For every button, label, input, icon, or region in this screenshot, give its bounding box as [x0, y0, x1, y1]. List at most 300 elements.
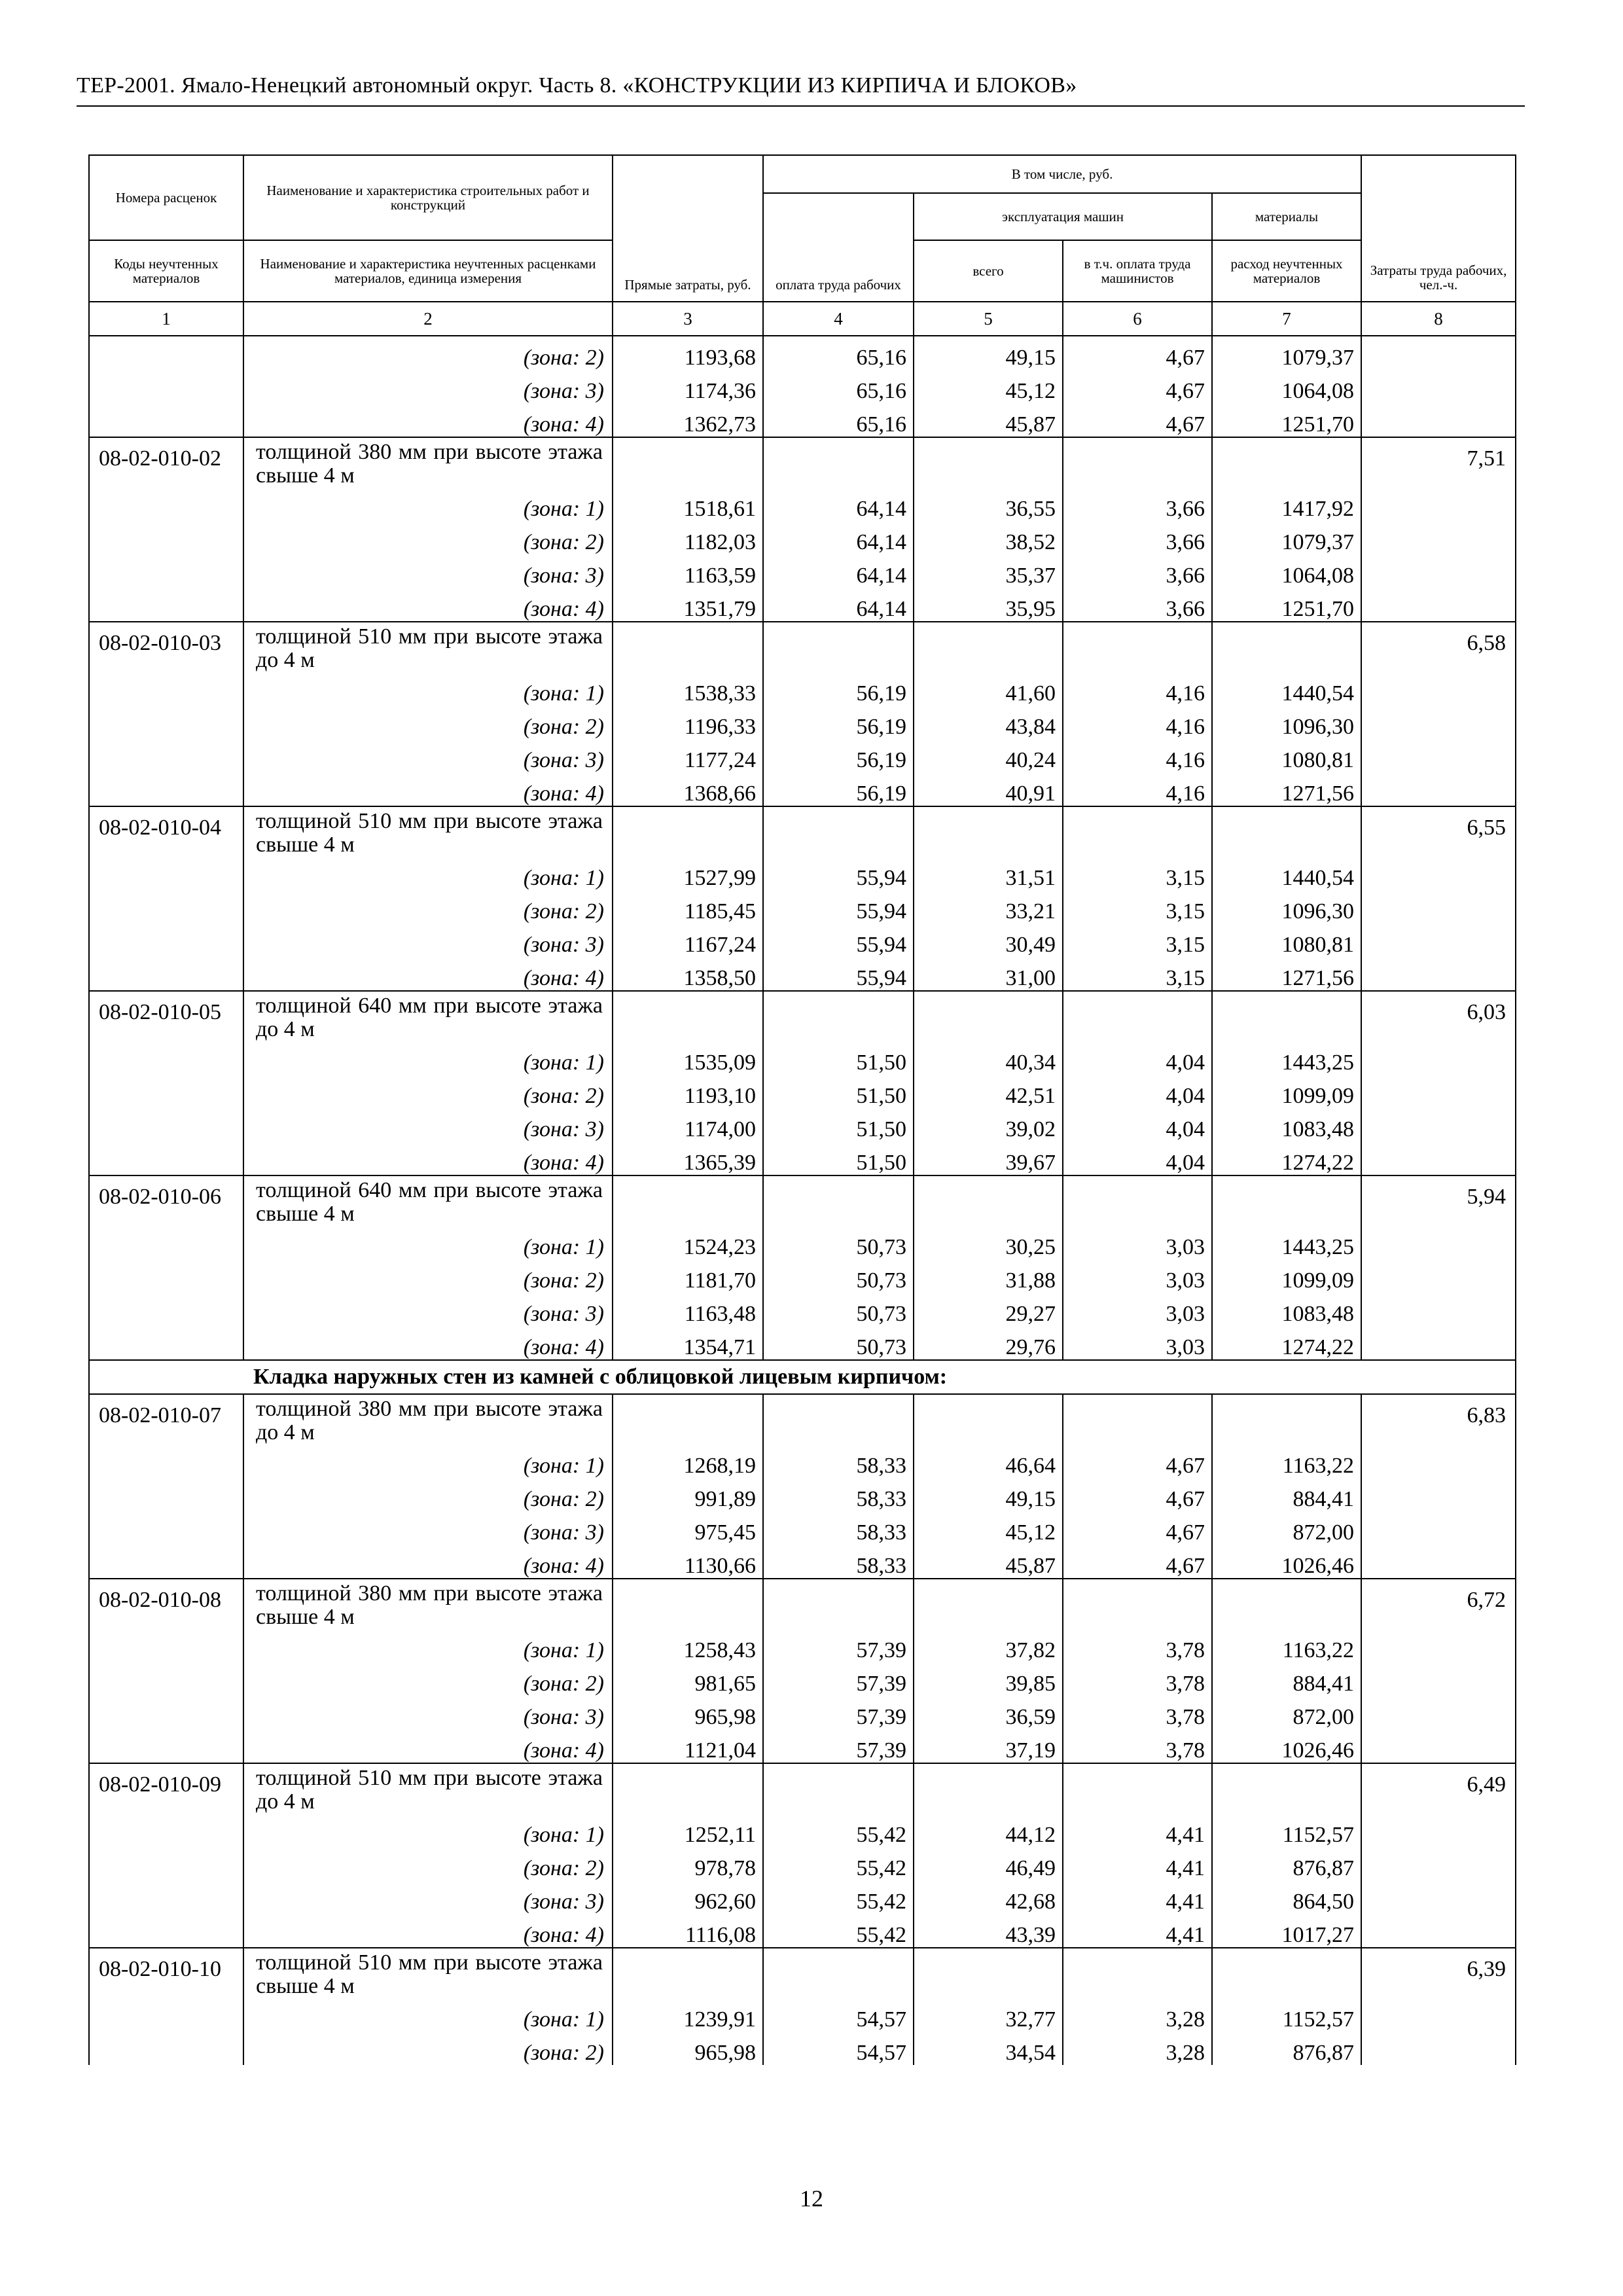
machinist-wages-value: 3,15 — [1063, 957, 1212, 991]
machinist-wages-value: 4,04 — [1063, 1041, 1212, 1075]
empty-cell — [1361, 1259, 1516, 1293]
materials-value: 1274,22 — [1212, 1141, 1361, 1175]
machinist-wages-value: 4,67 — [1063, 1511, 1212, 1545]
machines-total-value: 45,12 — [914, 370, 1063, 403]
labor-costs-value: 6,03 — [1361, 991, 1516, 1041]
direct-costs-value: 1535,09 — [613, 1041, 763, 1075]
table-row — [89, 1696, 1516, 1729]
machinist-wages-value: 4,67 — [1063, 1545, 1212, 1579]
column-number: 4 — [763, 302, 914, 336]
labor-costs-value: 6,83 — [1361, 1394, 1516, 1444]
materials-value: 1099,09 — [1212, 1259, 1361, 1293]
rate-code: 08-02-010-09 — [89, 1763, 243, 1814]
zone-label: (зона: 3) — [243, 1108, 613, 1141]
direct-costs-value: 1193,10 — [613, 1075, 763, 1108]
empty-cell — [613, 1763, 763, 1814]
header-materials: материалы — [1212, 193, 1361, 240]
empty-cell — [89, 1880, 243, 1914]
rate-code: 08-02-010-08 — [89, 1579, 243, 1629]
table-row — [89, 1662, 1516, 1696]
wages-value: 58,33 — [763, 1478, 914, 1511]
direct-costs-value: 1185,45 — [613, 890, 763, 924]
direct-costs-value: 1181,70 — [613, 1259, 763, 1293]
direct-costs-value: 965,98 — [613, 2032, 763, 2065]
machinist-wages-value: 4,41 — [1063, 1880, 1212, 1914]
empty-cell — [1361, 1444, 1516, 1478]
wages-value: 56,19 — [763, 772, 914, 806]
empty-cell — [89, 1293, 243, 1326]
empty-cell — [1063, 622, 1212, 672]
table-row — [89, 1511, 1516, 1545]
machinist-wages-value: 4,04 — [1063, 1108, 1212, 1141]
empty-cell — [1063, 1175, 1212, 1226]
materials-value: 1096,30 — [1212, 706, 1361, 739]
empty-cell — [763, 1579, 914, 1629]
wages-value: 50,73 — [763, 1293, 914, 1326]
direct-costs-value: 1177,24 — [613, 739, 763, 772]
rate-code: 08-02-010-05 — [89, 991, 243, 1041]
empty-cell — [89, 1814, 243, 1847]
page-header: ТЕР-2001. Ямало-Ненецкий автономный округ. Часть 8. «КОНСТРУКЦИИ ИЗ КИРПИЧА И БЛОКОВ» — [77, 73, 1077, 98]
rate-group-row — [89, 1175, 1516, 1226]
wages-value: 51,50 — [763, 1041, 914, 1075]
empty-cell — [763, 622, 914, 672]
zone-label: (зона: 1) — [243, 857, 613, 890]
machinist-wages-value: 4,04 — [1063, 1141, 1212, 1175]
zone-label: (зона: 1) — [243, 1629, 613, 1662]
zone-label: (зона: 2) — [243, 521, 613, 554]
direct-costs-value: 1518,61 — [613, 488, 763, 521]
zone-label: (зона: 4) — [243, 1545, 613, 1579]
table-row — [89, 1914, 1516, 1948]
empty-cell — [613, 806, 763, 857]
zone-label: (зона: 1) — [243, 1226, 613, 1259]
direct-costs-value: 1268,19 — [613, 1444, 763, 1478]
empty-cell — [1361, 370, 1516, 403]
empty-cell — [914, 1175, 1063, 1226]
empty-cell — [89, 1108, 243, 1141]
empty-cell — [1361, 957, 1516, 991]
table-row — [89, 890, 1516, 924]
rate-group-row — [89, 622, 1516, 672]
rate-description: толщиной 510 мм при высоте этажа свыше 4 м — [243, 1948, 613, 1998]
empty-cell — [89, 403, 243, 437]
materials-value: 876,87 — [1212, 1847, 1361, 1880]
empty-cell — [1361, 1511, 1516, 1545]
materials-value: 1079,37 — [1212, 336, 1361, 370]
empty-cell — [1361, 1814, 1516, 1847]
column-number: 7 — [1212, 302, 1361, 336]
rate-code: 08-02-010-04 — [89, 806, 243, 857]
table-row — [89, 521, 1516, 554]
rate-description: толщиной 640 мм при высоте этажа до 4 м — [243, 991, 613, 1041]
materials-value: 1026,46 — [1212, 1729, 1361, 1763]
empty-cell — [613, 1579, 763, 1629]
machines-total-value: 38,52 — [914, 521, 1063, 554]
machinist-wages-value: 3,78 — [1063, 1696, 1212, 1729]
materials-value: 1080,81 — [1212, 924, 1361, 957]
empty-cell — [1212, 806, 1361, 857]
empty-cell — [1361, 772, 1516, 806]
direct-costs-value: 981,65 — [613, 1662, 763, 1696]
wages-value: 65,16 — [763, 336, 914, 370]
column-number: 1 — [89, 302, 243, 336]
machinist-wages-value: 3,78 — [1063, 1662, 1212, 1696]
materials-value: 1251,70 — [1212, 403, 1361, 437]
materials-value: 876,87 — [1212, 2032, 1361, 2065]
empty-cell — [1361, 1629, 1516, 1662]
machines-total-value: 45,87 — [914, 1545, 1063, 1579]
materials-value: 1017,27 — [1212, 1914, 1361, 1948]
empty-cell — [1361, 672, 1516, 706]
machines-total-value: 43,39 — [914, 1914, 1063, 1948]
direct-costs-value: 1524,23 — [613, 1226, 763, 1259]
materials-value: 1099,09 — [1212, 1075, 1361, 1108]
zone-label: (зона: 3) — [243, 1511, 613, 1545]
labor-costs-value: 6,72 — [1361, 1579, 1516, 1629]
materials-value: 1440,54 — [1212, 672, 1361, 706]
machines-total-value: 30,25 — [914, 1226, 1063, 1259]
machines-total-value: 44,12 — [914, 1814, 1063, 1847]
empty-cell — [1063, 806, 1212, 857]
table-row — [89, 672, 1516, 706]
direct-costs-value: 1196,33 — [613, 706, 763, 739]
empty-cell — [89, 554, 243, 588]
header-codes-materials: Коды неучтенных материалов — [89, 240, 243, 302]
table-row — [89, 1293, 1516, 1326]
empty-cell — [89, 1998, 243, 2032]
machines-total-value: 36,55 — [914, 488, 1063, 521]
materials-value: 1152,57 — [1212, 1814, 1361, 1847]
materials-value: 1443,25 — [1212, 1041, 1361, 1075]
rate-group-row — [89, 1948, 1516, 1998]
empty-cell — [914, 1579, 1063, 1629]
machines-total-value: 41,60 — [914, 672, 1063, 706]
empty-cell — [763, 1763, 914, 1814]
table-row — [89, 370, 1516, 403]
empty-cell — [89, 1629, 243, 1662]
rate-description: толщиной 510 мм при высоте этажа свыше 4 м — [243, 806, 613, 857]
empty-cell — [1361, 1141, 1516, 1175]
wages-value: 56,19 — [763, 739, 914, 772]
rate-code: 08-02-010-06 — [89, 1175, 243, 1226]
materials-value: 1080,81 — [1212, 739, 1361, 772]
wages-value: 57,39 — [763, 1662, 914, 1696]
empty-cell — [1361, 1696, 1516, 1729]
header-labor-costs: Затраты труда рабочих, чел.-ч. — [1361, 155, 1516, 302]
empty-cell — [763, 1948, 914, 1998]
empty-cell — [89, 588, 243, 622]
direct-costs-value: 1358,50 — [613, 957, 763, 991]
machinist-wages-value: 4,67 — [1063, 370, 1212, 403]
direct-costs-value: 1354,71 — [613, 1326, 763, 1360]
empty-cell — [89, 1444, 243, 1478]
wages-value: 57,39 — [763, 1629, 914, 1662]
materials-value: 864,50 — [1212, 1880, 1361, 1914]
wages-value: 57,39 — [763, 1729, 914, 1763]
machinist-wages-value: 4,41 — [1063, 1814, 1212, 1847]
zone-label: (зона: 2) — [243, 1847, 613, 1880]
machinist-wages-value: 3,78 — [1063, 1629, 1212, 1662]
wages-value: 51,50 — [763, 1141, 914, 1175]
table-row — [89, 403, 1516, 437]
header-wages: оплата труда рабочих — [763, 193, 914, 302]
rate-description: толщиной 380 мм при высоте этажа свыше 4 м — [243, 437, 613, 488]
zone-label: (зона: 3) — [243, 554, 613, 588]
empty-cell — [1212, 437, 1361, 488]
column-number: 6 — [1063, 302, 1212, 336]
empty-cell — [763, 991, 914, 1041]
direct-costs-value: 1116,08 — [613, 1914, 763, 1948]
labor-costs-value: 6,49 — [1361, 1763, 1516, 1814]
materials-value: 1251,70 — [1212, 588, 1361, 622]
zone-label: (зона: 3) — [243, 1880, 613, 1914]
table-row — [89, 1226, 1516, 1259]
rate-description: толщиной 640 мм при высоте этажа свыше 4 м — [243, 1175, 613, 1226]
machines-total-value: 37,19 — [914, 1729, 1063, 1763]
empty-cell — [89, 2032, 243, 2065]
column-number: 2 — [243, 302, 613, 336]
direct-costs-value: 1130,66 — [613, 1545, 763, 1579]
table-row — [89, 739, 1516, 772]
machines-total-value: 49,15 — [914, 336, 1063, 370]
direct-costs-value: 1163,48 — [613, 1293, 763, 1326]
machines-total-value: 39,67 — [914, 1141, 1063, 1175]
wages-value: 54,57 — [763, 1998, 914, 2032]
table-row — [89, 706, 1516, 739]
materials-value: 1064,08 — [1212, 554, 1361, 588]
rates-table — [88, 154, 1516, 2065]
empty-cell — [1212, 1394, 1361, 1444]
zone-label: (зона: 2) — [243, 706, 613, 739]
zone-label: (зона: 2) — [243, 890, 613, 924]
wages-value: 50,73 — [763, 1226, 914, 1259]
zone-label: (зона: 2) — [243, 1075, 613, 1108]
zone-label: (зона: 2) — [243, 1478, 613, 1511]
zone-label: (зона: 1) — [243, 1814, 613, 1847]
machines-total-value: 30,49 — [914, 924, 1063, 957]
empty-cell — [1361, 1041, 1516, 1075]
table-row — [89, 1545, 1516, 1579]
machinist-wages-value: 3,03 — [1063, 1259, 1212, 1293]
column-number: 5 — [914, 302, 1063, 336]
zone-label: (зона: 1) — [243, 488, 613, 521]
direct-costs-value: 962,60 — [613, 1880, 763, 1914]
empty-cell — [1361, 521, 1516, 554]
materials-value: 1440,54 — [1212, 857, 1361, 890]
empty-cell — [89, 370, 243, 403]
direct-costs-value: 1182,03 — [613, 521, 763, 554]
machinist-wages-value: 3,28 — [1063, 1998, 1212, 2032]
zone-label: (зона: 3) — [243, 739, 613, 772]
machines-total-value: 46,49 — [914, 1847, 1063, 1880]
empty-cell — [613, 437, 763, 488]
table-row — [89, 1108, 1516, 1141]
table-row — [89, 957, 1516, 991]
wages-value: 55,94 — [763, 924, 914, 957]
machinist-wages-value: 3,28 — [1063, 2032, 1212, 2065]
table-row — [89, 1880, 1516, 1914]
zone-label: (зона: 1) — [243, 1998, 613, 2032]
wages-value: 55,94 — [763, 857, 914, 890]
header-including: В том числе, руб. — [763, 155, 1361, 193]
machinist-wages-value: 4,67 — [1063, 1444, 1212, 1478]
direct-costs-value: 978,78 — [613, 1847, 763, 1880]
empty-cell — [89, 1729, 243, 1763]
empty-cell — [1361, 890, 1516, 924]
table-row — [89, 554, 1516, 588]
machinist-wages-value: 4,16 — [1063, 672, 1212, 706]
machinist-wages-value: 4,16 — [1063, 739, 1212, 772]
direct-costs-value: 1121,04 — [613, 1729, 763, 1763]
machinist-wages-value: 3,03 — [1063, 1226, 1212, 1259]
wages-value: 55,42 — [763, 1847, 914, 1880]
empty-cell — [1361, 1226, 1516, 1259]
header-rates-number: Номера расценок — [89, 155, 243, 240]
empty-cell — [1361, 1108, 1516, 1141]
empty-cell — [1361, 1662, 1516, 1696]
materials-value: 1079,37 — [1212, 521, 1361, 554]
zone-label: (зона: 1) — [243, 1041, 613, 1075]
rate-description: толщиной 510 мм при высоте этажа до 4 м — [243, 622, 613, 672]
header-name-materials: Наименование и характеристика неучтенных расценками материалов, единица измерения — [243, 240, 613, 302]
table-row — [89, 1326, 1516, 1360]
machinist-wages-value: 4,67 — [1063, 403, 1212, 437]
table-row — [89, 857, 1516, 890]
wages-value: 50,73 — [763, 1326, 914, 1360]
machinist-wages-value: 3,66 — [1063, 588, 1212, 622]
direct-costs-value: 1252,11 — [613, 1814, 763, 1847]
machines-total-value: 35,95 — [914, 588, 1063, 622]
rate-code: 08-02-010-07 — [89, 1394, 243, 1444]
empty-cell — [1361, 1075, 1516, 1108]
labor-costs-value: 6,55 — [1361, 806, 1516, 857]
empty-cell — [763, 437, 914, 488]
wages-value: 65,16 — [763, 370, 914, 403]
empty-cell — [1212, 1948, 1361, 1998]
rate-group-row — [89, 1394, 1516, 1444]
table-row — [89, 588, 1516, 622]
wages-value: 55,94 — [763, 890, 914, 924]
direct-costs-value: 1163,59 — [613, 554, 763, 588]
empty-cell — [89, 521, 243, 554]
empty-cell — [89, 1545, 243, 1579]
empty-cell — [89, 1141, 243, 1175]
direct-costs-value: 965,98 — [613, 1696, 763, 1729]
empty-cell — [1361, 336, 1516, 370]
table-row — [89, 772, 1516, 806]
empty-cell — [1361, 2032, 1516, 2065]
empty-cell — [914, 1763, 1063, 1814]
empty-cell — [1361, 1880, 1516, 1914]
machinist-wages-value: 3,15 — [1063, 857, 1212, 890]
empty-cell — [89, 957, 243, 991]
machinist-wages-value: 4,16 — [1063, 772, 1212, 806]
direct-costs-value: 991,89 — [613, 1478, 763, 1511]
rate-group-row — [89, 437, 1516, 488]
section-title: Кладка наружных стен из камней с облицовкой лицевым кирпичом: — [89, 1360, 1516, 1394]
zone-label: (зона: 4) — [243, 772, 613, 806]
direct-costs-value: 1174,00 — [613, 1108, 763, 1141]
direct-costs-value: 1167,24 — [613, 924, 763, 957]
empty-cell — [1212, 622, 1361, 672]
table-row — [89, 1478, 1516, 1511]
empty-cell — [1361, 1545, 1516, 1579]
empty-cell — [89, 706, 243, 739]
empty-cell — [1212, 1175, 1361, 1226]
materials-value: 1443,25 — [1212, 1226, 1361, 1259]
labor-costs-value: 6,58 — [1361, 622, 1516, 672]
empty-cell — [1361, 1998, 1516, 2032]
empty-cell — [89, 890, 243, 924]
empty-cell — [914, 437, 1063, 488]
header-machines-total: всего — [914, 240, 1063, 302]
wages-value: 64,14 — [763, 488, 914, 521]
materials-value: 872,00 — [1212, 1511, 1361, 1545]
empty-cell — [613, 991, 763, 1041]
table-row — [89, 1259, 1516, 1293]
rate-description: толщиной 380 мм при высоте этажа до 4 м — [243, 1394, 613, 1444]
empty-cell — [89, 857, 243, 890]
empty-cell — [1361, 1847, 1516, 1880]
empty-cell — [89, 1259, 243, 1293]
empty-cell — [89, 488, 243, 521]
machines-total-value: 45,12 — [914, 1511, 1063, 1545]
table-row — [89, 2032, 1516, 2065]
empty-cell — [89, 1226, 243, 1259]
wages-value: 55,42 — [763, 1914, 914, 1948]
materials-value: 884,41 — [1212, 1662, 1361, 1696]
wages-value: 64,14 — [763, 521, 914, 554]
empty-cell — [89, 1662, 243, 1696]
empty-cell — [1361, 924, 1516, 957]
empty-cell — [914, 1394, 1063, 1444]
machines-total-value: 33,21 — [914, 890, 1063, 924]
empty-cell — [613, 1175, 763, 1226]
machinist-wages-value: 4,16 — [1063, 706, 1212, 739]
machines-total-value: 43,84 — [914, 706, 1063, 739]
materials-value: 1271,56 — [1212, 957, 1361, 991]
direct-costs-value: 1365,39 — [613, 1141, 763, 1175]
materials-value: 1163,22 — [1212, 1629, 1361, 1662]
zone-label: (зона: 4) — [243, 957, 613, 991]
section-row — [89, 1360, 1516, 1394]
empty-cell — [763, 1394, 914, 1444]
machinist-wages-value: 4,67 — [1063, 336, 1212, 370]
column-number: 8 — [1361, 302, 1516, 336]
empty-cell — [1361, 857, 1516, 890]
empty-cell — [1063, 1394, 1212, 1444]
wages-value: 55,42 — [763, 1814, 914, 1847]
table-row — [89, 488, 1516, 521]
materials-value: 1064,08 — [1212, 370, 1361, 403]
empty-cell — [89, 1847, 243, 1880]
wages-value: 50,73 — [763, 1259, 914, 1293]
machines-total-value: 37,82 — [914, 1629, 1063, 1662]
empty-cell — [914, 806, 1063, 857]
zone-label: (зона: 3) — [243, 1293, 613, 1326]
rate-code: 08-02-010-10 — [89, 1948, 243, 1998]
machinist-wages-value: 3,15 — [1063, 890, 1212, 924]
empty-cell — [89, 1696, 243, 1729]
wages-value: 56,19 — [763, 706, 914, 739]
zone-label: (зона: 4) — [243, 1326, 613, 1360]
empty-cell — [1212, 991, 1361, 1041]
page-number: 12 — [800, 2185, 823, 2212]
materials-value: 1083,48 — [1212, 1108, 1361, 1141]
empty-cell — [89, 336, 243, 370]
empty-cell — [1063, 991, 1212, 1041]
